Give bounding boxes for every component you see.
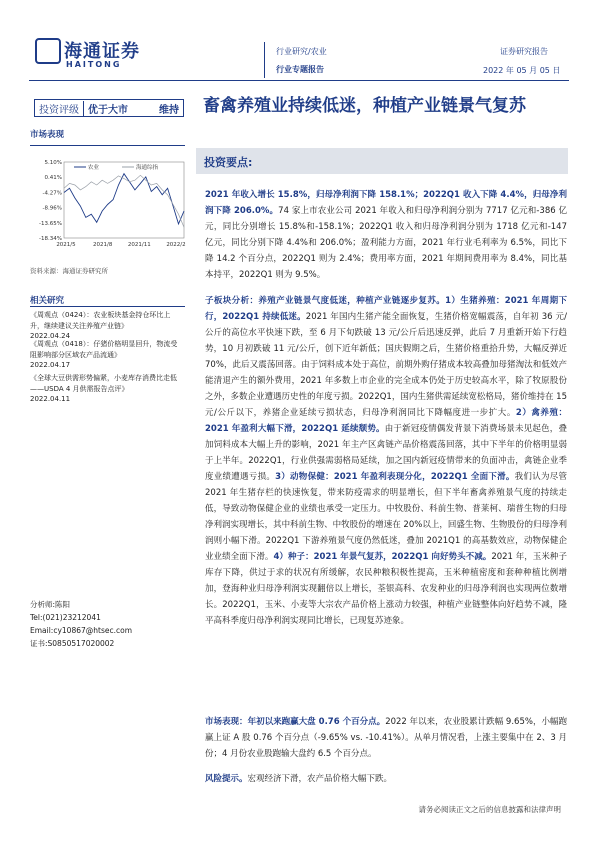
legend-label: 海通综指 [136,165,159,171]
paragraph-summary [205,187,567,283]
haitong-logo-icon [35,38,61,64]
logo-en: HAITONG [66,60,122,69]
summary-highlight: 2021 年收入增长 15.8%，归母净利润下降 158.1%；2022Q1 收入下降 4.4%，归母净利润下降 206.0%。 [205,190,567,216]
market-highlight: 市场表现：年初以来跑赢大盘 0.76 个百分点。 [205,717,386,727]
rating-box [34,99,184,117]
related-heading: 相关研究 [30,296,65,306]
footer-disclaimer: 请务必阅读正文之后的信息披露和法律声明 [418,805,561,814]
summary-body: 74 家上市农业公司 2021 年收入和归母净利润分别为 7717 亿元和-386 亿元，同比分别增长 15.8%和-158.1%；2022Q1 收入和归母净利润分别为 1718 亿元和-147 亿元，同比分别下降 4.4%和 206.0%；盈利能力方面，2021 年行业毛利率为 6.5%，同比下降 14.2 个百分点，2022Q1 则为 2.4%；费用率方面，2021 年期间费用率为 8.4%，同比基本持平，2022Q1 则为 9.5%。 [205,206,567,280]
chart-source: 资料来源：海通证券研究所 [30,267,108,275]
rating-value: 优于大市 [83,101,132,116]
paragraph-market: 市场表现：年初以来跑赢大盘 0.76 个百分点。2022 年以来，农业股累计跌幅 9.65%，小幅跑赢上证 A 股 0.76 个百分点（-9.65% vs. -10.41%）。从单月情况看，上涨主要集中在 2、3 月份；4 月份农业股跑输大盘约 6.5 个百分点。 [205,717,567,759]
x-tick-label: 2022/2 [166,242,186,248]
x-tick-label: 2021/8 [92,242,113,248]
paragraph-risk: 风险提示。宏观经济下滑，农产品价格大幅下跌。 [205,774,393,784]
key-points-title: 投资要点: [204,156,253,169]
header-vline [264,42,265,78]
header-divider [29,80,569,81]
series-line-index [64,175,184,227]
analyst-cert: 证书:S0850517020002 [30,639,115,648]
related-item[interactable]: 《周观点（0418）：仔猪价格明显回升，物流受阻影响部分区域农产品流通》 2022.04.17 [30,340,178,369]
y-tick-label: 5.10% [44,160,62,166]
y-tick-label: 0.41% [44,175,62,182]
poultry-heading: 2）禽养殖：2021 年盈利大幅下滑，2022Q1 延续颓势。 [205,408,567,434]
market-divider [30,145,185,146]
animal-health-heading: 3）动物保健：2021 年盈利表现分化，2022Q1 全面下滑。 [275,472,515,482]
risk-highlight: 风险提示。 [205,774,248,784]
rating-status: 维持 [159,104,179,116]
y-tick-label: -8.96% [42,205,62,212]
related-item[interactable]: 《全球大豆供需形势偏紧，小麦库存消费比走低——USDA 4 月供需报告点评》 2022.04.11 [30,374,177,403]
page-title: 畜禽养殖业持续低迷，种植产业链景气复苏 [203,96,526,116]
y-tick-label: -13.65% [39,220,62,227]
market-heading: 市场表现 [30,130,65,140]
paragraph-subsectors: 子板块分析：养殖产业链景气度低迷，种植产业链逐步复苏。1）生猪养殖：2021 年周期下行，2022Q1 持续低迷。2021 年国内生猪产能全面恢复，生猪价格宽幅震荡，自年初 36 元/公斤的高位水平快速下跌，至 6 月下旬跌破 13 元/公斤后迅速反弹，此后 7 月重新开始下行趋势，10 月初跌破 11 元/公斤，创下近年新低；国庆假期之后，生猪价格重拾升势，大幅反弹近 70%，此后又震荡回落。由于饲料成本处于高位，前期外购仔猪成本较高叠加母猪淘汰和低效产能清退产生的额外费用，2021 年多数上市企业的完全成本仍处于历史较高水平，除了牧原股份之外，多数企业遭遇历史性的年度亏损。2022Q1，国内生猪供需延续宽松格局，猪价维持在 15 元/公斤以下，养猪企业延续亏损状态，归母净利润同比下降幅度进一步扩大。2）禽养殖：2021 年盈利大幅下滑，2022Q1 延续颓势。由于新冠疫情偶发背景下消费场景未见起色，叠加饲料成本大幅上升的影响，2021 年主产区禽链产品价格震荡回落，其中下半年的价格明显弱于上半年。2022Q1，行业供强需弱格局延续，加之国内新冠疫情带来的负面冲击，禽链企业季度业绩遭遇亏损。3）动物保健：2021 年盈利表现分化，2022Q1 全面下滑。我们认为尽管 2021 年生猪存栏的快速恢复，带来防疫需求的明显增长，但下半年畜禽养殖景气度的持续走低，导致动物保健企业的业绩也承受一定压力。中牧股份、科前生物、普莱柯、瑞普生物的归母净利润实现增长，其中科前生物、中牧股份的增速在 20%以上，回盛生物、生物股份的归母净利润则小幅下滑。2022Q1 下游养殖景气度仍然低迷，叠加 2021Q1 的高基数效应，动物保健企业业绩全面下滑。4）种子：2021 年景气复苏，2022Q1 向好势头不减。2021 年，玉米种子库存下降，供过于求的状况有所缓解，农民种粮积极性提高，玉米种植密度和套种种植比例增加，登海种业归母净利润实现翻倍以上增长，荃银高科、农发种业的归母净利润也实现两位数增长。2022Q1，玉米、小麦等大宗农产品价格上涨动力较强，种植产业链整体向好趋势不减，隆平高科季度归母净利润实现同比增长，已现复苏迹象。 [205,296,567,626]
x-tick-label: 2021/11 [127,242,151,248]
firm-report: 证券研究报告 [500,47,548,56]
series-line-agriculture [64,174,184,224]
report-type: 行业专题报告 [276,65,324,74]
analyst-info [30,598,132,650]
report-category: 行业研究/农业 [276,47,327,56]
y-tick-label: -18.34% [39,236,62,242]
x-tick-label: 2021/5 [56,242,76,248]
analyst-tel: Tel:(021)23212041 [30,613,101,622]
logo-cn: 海通证券 [64,41,140,62]
key-points-bar [196,148,568,174]
market-chart [30,150,190,252]
y-tick-label: -4.27% [42,190,62,197]
analyst-email: Email:cy10867@htsec.com [30,626,132,635]
seed-heading: 4）种子：2021 年景气复苏，2022Q1 向好势头不减。 [273,552,492,562]
legend-label: 农业 [88,165,100,171]
report-date: 2022 年 05 月 05 日 [483,66,561,75]
analyst-name: 分析师:陈阳 [30,600,71,609]
rating-label: 投资评级 [39,104,79,116]
related-item[interactable]: 《周观点（0424）：农业板块基金持仓环比上升，继续建议关注养殖产业链》 2022.04.24 [30,311,171,340]
subsector-highlight: 子板块分析：养殖产业链景气度低迷，种植产业链逐步复苏。1）生猪养殖：2021 年周期下行，2022Q1 持续低迷。 [205,296,567,322]
related-divider [30,306,185,307]
